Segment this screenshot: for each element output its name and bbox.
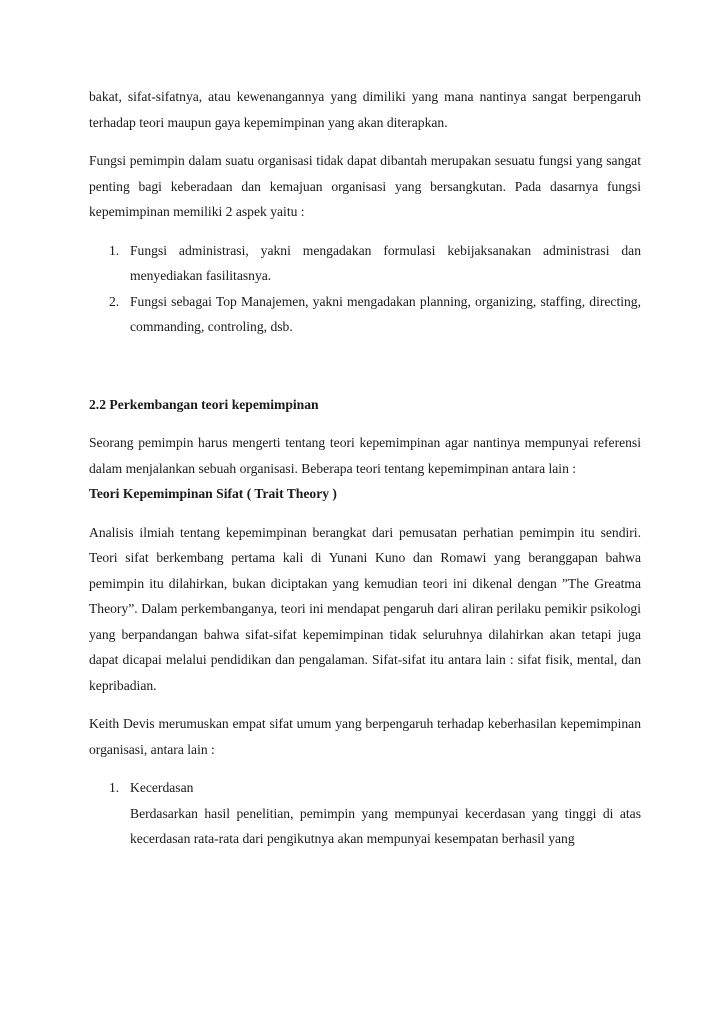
list-item-text: Fungsi sebagai Top Manajemen, yakni mengadakan planning, organizing, staffing, directing, commanding, controling, dsb.: [130, 293, 641, 334]
document-page: [89, 84, 641, 852]
list-item-text: Fungsi administrasi, yakni mengadakan formulasi kebijaksanakan administrasi dan menyediakan fasilitasnya.: [130, 242, 641, 283]
list-item-number: 1.: [109, 242, 120, 258]
list-item: [89, 775, 641, 852]
paragraph-fungsi: Fungsi pemimpin dalam suatu organisasi tidak dapat dibantah merupakan sesuatu fungsi yang sangat penting bagi keberadaan dan kemajuan organisasi yang bersangkutan. Pada dasarnya fungsi kepemimpinan memiliki 2 aspek yaitu :: [89, 153, 641, 219]
paragraph-teori: Seorang pemimpin harus mengerti tentang teori kepemimpinan agar nantinya mempunyai referensi dalam menjalankan sebuah organisasi. Beberapa teori tentang kepemimpinan antara lain :: [89, 435, 641, 476]
list-item-text: Berdasarkan hasil penelitian, pemimpin yang mempunyai kecerdasan yang tinggi di atas kecerdasan rata-rata dari pengikutnya akan mempunyai kesempatan berhasil yang: [130, 805, 641, 846]
list-sifat-umum: [89, 775, 641, 852]
list-item-number: 1.: [109, 780, 120, 795]
list-fungsi-aspek: [89, 238, 641, 340]
list-item-number: 2.: [109, 293, 120, 309]
list-item-title: Kecerdasan: [130, 780, 194, 795]
subsection-heading: Teori Kepemimpinan Sifat ( Trait Theory ): [89, 486, 337, 501]
paragraph-intro: bakat, sifat-sifatnya, atau kewenangannya yang dimiliki yang mana nantinya sangat berpengaruh terhadap teori maupun gaya kepemimpinan yang akan diterapkan.: [89, 89, 641, 130]
list-item: [89, 289, 641, 340]
paragraph-analisis: Analisis ilmiah tentang kepemimpinan berangkat dari pemusatan perhatian pemimpin itu sendiri. Teori sifat berkembang pertama kali di Yunani Kuno dan Romawi yang beranggapan bahwa pemimpin itu dilahirkan, bukan diciptakan yang kemudian teori ini dikenal dengan ”The Greatma Theory”. Dalam perkembanganya, teori ini mendapat pengaruh dari aliran perilaku pemikir psikologi yang berpandangan bahwa sifat-sifat kepemimpinan tidak seluruhnya dilahirkan akan tetapi juga dapat dicapai melalui pendidikan dan pengalaman. Sifat-sifat itu antara lain : sifat fisik, mental, dan kepribadian.: [89, 524, 641, 693]
list-item: [89, 238, 641, 289]
paragraph-keith-devis: Keith Devis merumuskan empat sifat umum yang berpengaruh terhadap keberhasilan kepemimpinan organisasi, antara lain :: [89, 716, 641, 757]
section-heading: 2.2 Perkembangan teori kepemimpinan: [89, 396, 319, 412]
